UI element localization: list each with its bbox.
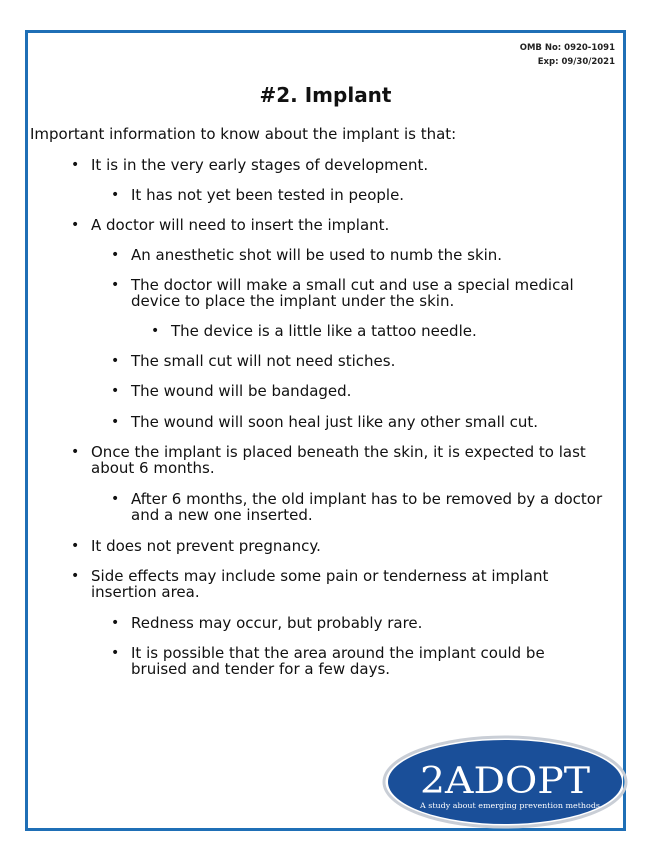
bullet-item: • Side effects may include some pain or tenderness at implant insertion area.: [71, 567, 549, 601]
page-frame: [25, 30, 626, 831]
bullet-item: • It does not prevent pregnancy.: [71, 537, 321, 555]
logo-tagline: A study about emerging prevention methods: [418, 801, 601, 810]
bullet-dot: •: [71, 217, 80, 233]
omb-expiration: Exp: 09/30/2021: [537, 57, 615, 67]
intro-text: Important information to know about the implant is that:: [30, 125, 457, 143]
logo-wordmark: 2ADOPT: [420, 761, 590, 802]
page-title: #2. Implant: [259, 83, 392, 107]
omb-number: OMB No: 0920-1091: [519, 43, 615, 53]
bullet-item: • The wound will soon heal just like any other small cut.: [111, 413, 539, 431]
bullet-item: • The doctor will make a small cut and use a special medical device to place the implant under the skin.: [111, 276, 574, 310]
bullet-item: • Once the implant is placed beneath the skin, it is expected to last about 6 months.: [71, 443, 586, 477]
bullet-item: • It has not yet been tested in people.: [111, 186, 405, 204]
omb-info: [520, 41, 615, 69]
bullet-dot: •: [71, 444, 80, 460]
bullet-dot: •: [71, 538, 80, 554]
bullet-item: • After 6 months, the old implant has to be removed by a doctor and a new one inserted.: [111, 490, 603, 524]
bullet-dot: •: [111, 645, 120, 661]
bullet-item: • A doctor will need to insert the implant.: [71, 216, 390, 234]
bullet-dot: •: [111, 615, 120, 631]
bullet-item: • The small cut will not need stiches.: [111, 352, 396, 370]
bullet-dot: •: [111, 247, 120, 263]
bullet-item: • It is in the very early stages of development.: [71, 156, 429, 174]
bullet-dot: •: [111, 491, 120, 507]
bullet-item: • It is possible that the area around the implant could be bruised and tender for a few days.: [111, 644, 545, 678]
bullet-dot: •: [71, 157, 80, 173]
bullet-dot: •: [111, 383, 120, 399]
bullet-item: • The wound will be bandaged.: [111, 382, 352, 400]
bullet-item: • An anesthetic shot will be used to numb the skin.: [111, 246, 503, 264]
bullet-dot: •: [111, 353, 120, 369]
bullet-dot: •: [111, 414, 120, 430]
bullet-dot: •: [151, 323, 160, 339]
bullet-dot: •: [111, 187, 120, 203]
bullet-item: • Redness may occur, but probably rare.: [111, 614, 423, 632]
bullet-item: • The device is a little like a tattoo needle.: [151, 322, 477, 340]
bullet-dot: •: [71, 568, 80, 584]
bullet-dot: •: [111, 277, 120, 293]
study-logo: [382, 735, 628, 829]
